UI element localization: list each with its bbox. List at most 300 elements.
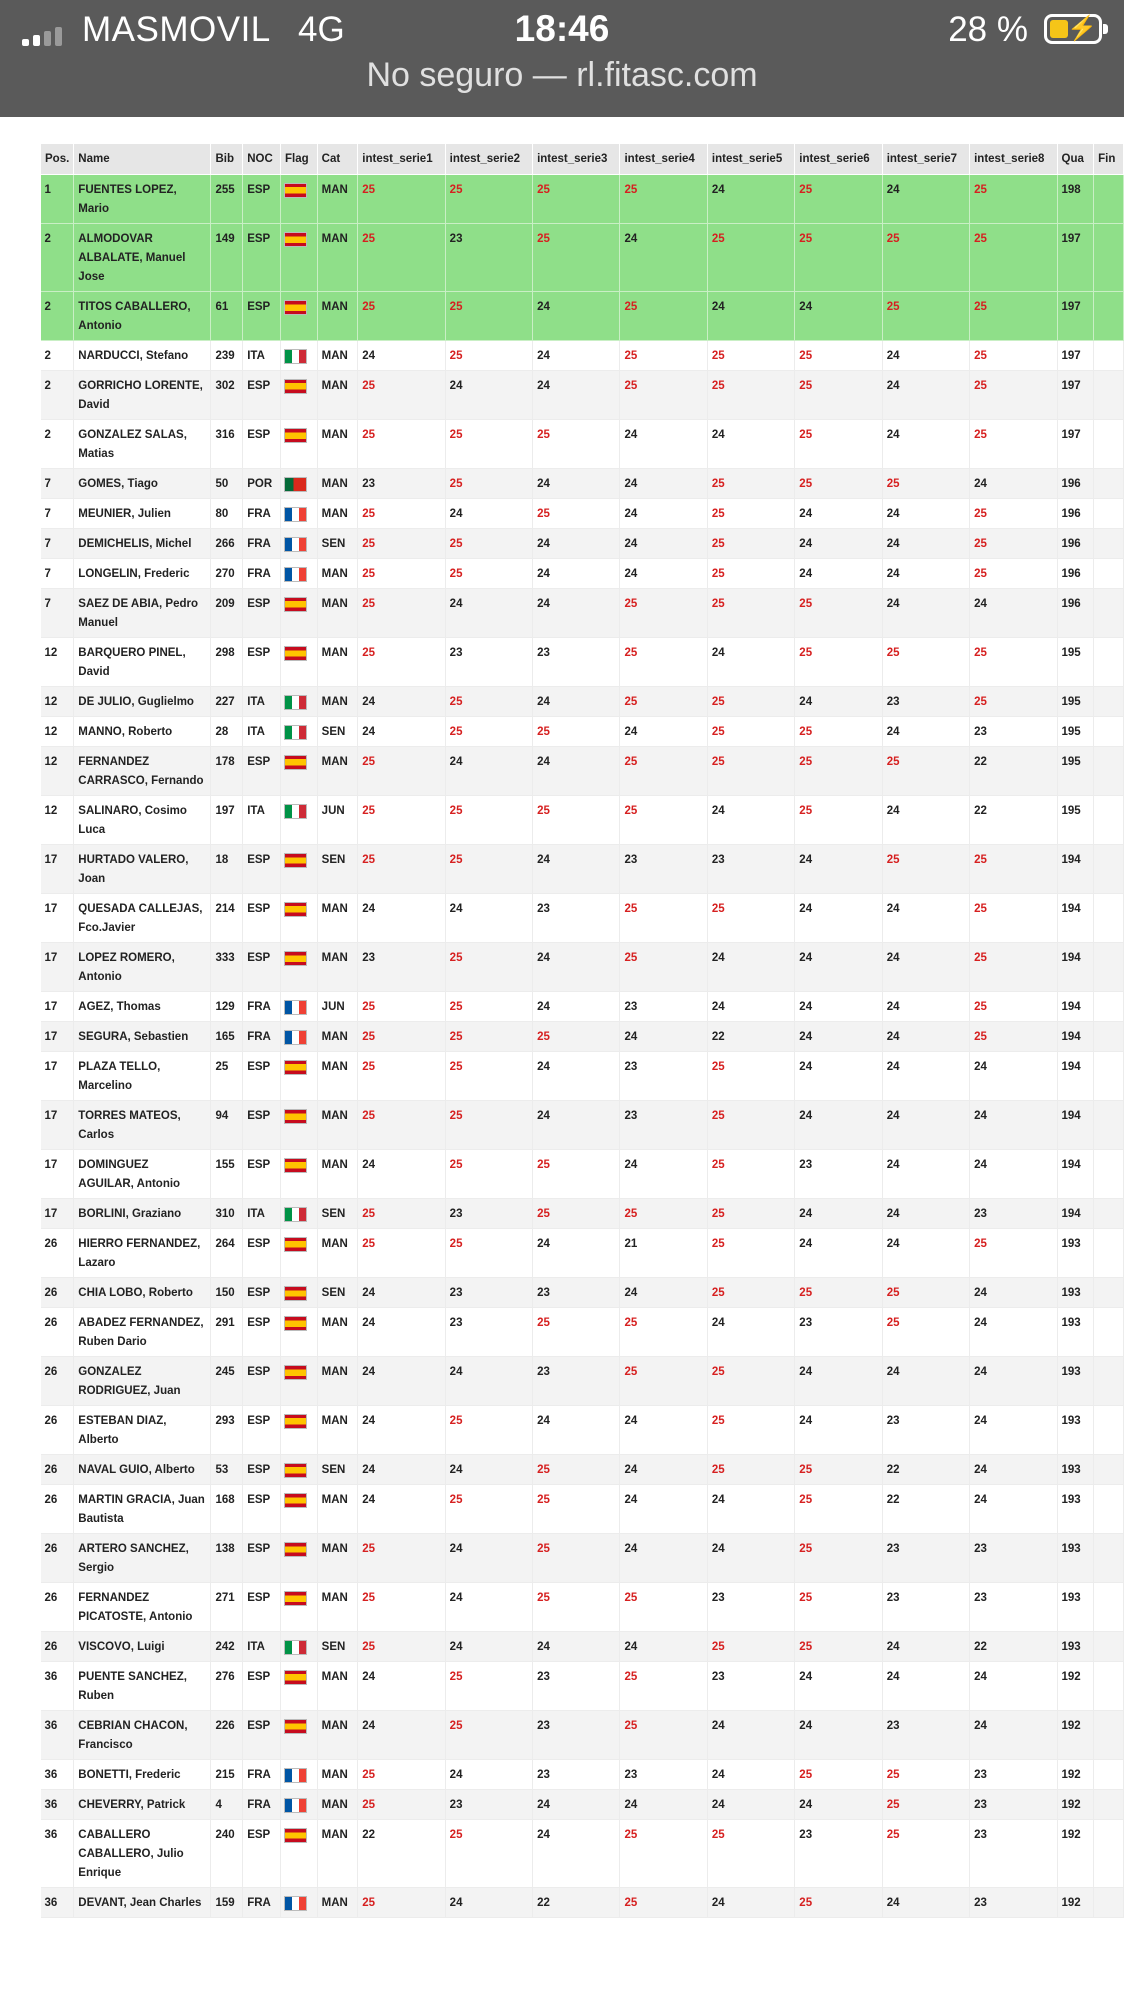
series-score-cell: 24 [882, 1888, 969, 1918]
bib-cell: 298 [211, 638, 243, 687]
qualification-total-cell: 197 [1057, 224, 1094, 292]
flag-cell [280, 529, 317, 559]
flag-esp-icon [285, 429, 306, 442]
table-row[interactable] [41, 292, 1124, 341]
bib-cell: 215 [211, 1760, 243, 1790]
table-row[interactable] [41, 687, 1124, 717]
table-row[interactable] [41, 175, 1124, 224]
series-score-cell: 24 [620, 1790, 707, 1820]
network-type: 4G [298, 10, 345, 49]
series-score-cell: 25 [358, 589, 445, 638]
bib-cell: 18 [211, 845, 243, 894]
series-score-cell: 25 [533, 175, 620, 224]
final-cell [1094, 1150, 1124, 1199]
position-cell: 17 [41, 943, 74, 992]
noc-cell: ESP [243, 175, 281, 224]
series-score-cell: 25 [970, 687, 1057, 717]
name-cell: GONZALEZ RODRIGUEZ, Juan [74, 1357, 211, 1406]
category-cell: MAN [317, 292, 358, 341]
final-cell [1094, 717, 1124, 747]
series-score-cell: 24 [707, 1711, 794, 1760]
name-cell: BONETTI, Frederic [74, 1760, 211, 1790]
series-score-cell: 22 [882, 1455, 969, 1485]
series-score-cell: 24 [882, 1022, 969, 1052]
series-score-cell: 23 [707, 1583, 794, 1632]
series-score-cell: 25 [620, 1820, 707, 1888]
series-score-cell: 23 [882, 1406, 969, 1455]
flag-fra-icon [285, 1769, 306, 1782]
noc-cell: ESP [243, 1711, 281, 1760]
table-row[interactable] [41, 1820, 1124, 1888]
noc-cell: ITA [243, 687, 281, 717]
final-cell [1094, 1485, 1124, 1534]
table-row[interactable] [41, 894, 1124, 943]
position-cell: 12 [41, 796, 74, 845]
series-score-cell: 25 [445, 943, 532, 992]
column-header[interactable]: Pos. [41, 144, 74, 175]
category-cell: MAN [317, 1101, 358, 1150]
qualification-total-cell: 197 [1057, 341, 1094, 371]
series-score-cell: 24 [882, 341, 969, 371]
final-cell [1094, 894, 1124, 943]
flag-cell [280, 1760, 317, 1790]
flag-cell [280, 371, 317, 420]
series-score-cell: 25 [707, 1406, 794, 1455]
position-cell: 26 [41, 1455, 74, 1485]
series-score-cell: 25 [533, 1022, 620, 1052]
series-score-cell: 23 [620, 845, 707, 894]
category-cell: MAN [317, 943, 358, 992]
series-score-cell: 24 [882, 943, 969, 992]
series-score-cell: 25 [707, 469, 794, 499]
series-score-cell: 25 [445, 845, 532, 894]
qualification-total-cell: 196 [1057, 529, 1094, 559]
series-score-cell: 25 [533, 1583, 620, 1632]
series-score-cell: 25 [620, 1583, 707, 1632]
table-row[interactable] [41, 747, 1124, 796]
category-cell: MAN [317, 589, 358, 638]
final-cell [1094, 1632, 1124, 1662]
bib-cell: 316 [211, 420, 243, 469]
series-score-cell: 24 [707, 175, 794, 224]
series-score-cell: 24 [445, 1632, 532, 1662]
series-score-cell: 25 [445, 469, 532, 499]
bib-cell: 94 [211, 1101, 243, 1150]
series-score-cell: 25 [620, 747, 707, 796]
category-cell: MAN [317, 559, 358, 589]
series-score-cell: 23 [882, 1583, 969, 1632]
flag-cell [280, 292, 317, 341]
series-score-cell: 25 [358, 1534, 445, 1583]
series-score-cell: 25 [795, 1760, 882, 1790]
flag-esp-icon [285, 1317, 306, 1330]
flag-esp-icon [285, 1287, 306, 1300]
series-score-cell: 25 [882, 292, 969, 341]
table-row[interactable] [41, 1760, 1124, 1790]
series-score-cell: 24 [795, 1199, 882, 1229]
series-score-cell: 24 [707, 420, 794, 469]
series-score-cell: 23 [445, 638, 532, 687]
table-row[interactable] [41, 341, 1124, 371]
noc-cell: ESP [243, 1150, 281, 1199]
table-row[interactable] [41, 1534, 1124, 1583]
series-score-cell: 23 [795, 1150, 882, 1199]
series-score-cell: 24 [445, 1357, 532, 1406]
series-score-cell: 22 [970, 796, 1057, 845]
series-score-cell: 25 [620, 687, 707, 717]
table-body [41, 175, 1124, 1918]
flag-fra-icon [285, 1799, 306, 1812]
series-score-cell: 21 [620, 1229, 707, 1278]
series-score-cell: 25 [533, 1455, 620, 1485]
qualification-total-cell: 193 [1057, 1583, 1094, 1632]
table-row[interactable] [41, 1583, 1124, 1632]
table-row[interactable] [41, 529, 1124, 559]
position-cell: 7 [41, 469, 74, 499]
table-row[interactable] [41, 992, 1124, 1022]
table-row[interactable] [41, 1052, 1124, 1101]
series-score-cell: 24 [358, 894, 445, 943]
qualification-total-cell: 194 [1057, 894, 1094, 943]
series-score-cell: 25 [970, 175, 1057, 224]
final-cell [1094, 1406, 1124, 1455]
final-cell [1094, 1101, 1124, 1150]
series-score-cell: 24 [795, 943, 882, 992]
series-score-cell: 25 [707, 687, 794, 717]
series-score-cell: 25 [445, 1406, 532, 1455]
column-header[interactable]: Cat [317, 144, 358, 175]
series-score-cell: 25 [445, 341, 532, 371]
flag-ita-icon [285, 350, 306, 363]
column-header[interactable]: Qua [1057, 144, 1094, 175]
bib-cell: 209 [211, 589, 243, 638]
flag-cell [280, 687, 317, 717]
table-row[interactable] [41, 943, 1124, 992]
flag-esp-icon [285, 1671, 306, 1684]
final-cell [1094, 747, 1124, 796]
series-score-cell: 24 [882, 1199, 969, 1229]
table-row[interactable] [41, 1485, 1124, 1534]
final-cell [1094, 1820, 1124, 1888]
bib-cell: 28 [211, 717, 243, 747]
series-score-cell: 25 [620, 1199, 707, 1229]
position-cell: 2 [41, 341, 74, 371]
series-score-cell: 23 [795, 1308, 882, 1357]
series-score-cell: 25 [970, 499, 1057, 529]
series-score-cell: 23 [707, 1662, 794, 1711]
flag-cell [280, 1632, 317, 1662]
name-cell: DE JULIO, Guglielmo [74, 687, 211, 717]
series-score-cell: 25 [445, 1485, 532, 1534]
series-score-cell: 25 [795, 796, 882, 845]
noc-cell: ESP [243, 1534, 281, 1583]
series-score-cell: 22 [970, 747, 1057, 796]
series-score-cell: 25 [707, 1820, 794, 1888]
series-score-cell: 24 [795, 845, 882, 894]
column-header[interactable]: intest_serie3 [533, 144, 620, 175]
name-cell: MARTIN GRACIA, Juan Bautista [74, 1485, 211, 1534]
series-score-cell: 24 [970, 1278, 1057, 1308]
series-score-cell: 24 [795, 1052, 882, 1101]
flag-cell [280, 1308, 317, 1357]
name-cell: ESTEBAN DIAZ, Alberto [74, 1406, 211, 1455]
category-cell: MAN [317, 1711, 358, 1760]
bib-cell: 227 [211, 687, 243, 717]
column-header[interactable]: intest_serie6 [795, 144, 882, 175]
series-score-cell: 25 [795, 371, 882, 420]
category-cell: MAN [317, 747, 358, 796]
series-score-cell: 25 [970, 341, 1057, 371]
table-row[interactable] [41, 1357, 1124, 1406]
flag-esp-icon [285, 1061, 306, 1074]
series-score-cell: 23 [970, 717, 1057, 747]
noc-cell: ESP [243, 845, 281, 894]
position-cell: 17 [41, 1101, 74, 1150]
final-cell [1094, 845, 1124, 894]
final-cell [1094, 559, 1124, 589]
table-row[interactable] [41, 1632, 1124, 1662]
series-score-cell: 24 [970, 1662, 1057, 1711]
column-header[interactable]: intest_serie7 [882, 144, 969, 175]
series-score-cell: 24 [358, 1278, 445, 1308]
noc-cell: ESP [243, 1455, 281, 1485]
table-row[interactable] [41, 1199, 1124, 1229]
position-cell: 12 [41, 717, 74, 747]
series-score-cell: 25 [445, 175, 532, 224]
table-row[interactable] [41, 1101, 1124, 1150]
series-score-cell: 24 [620, 1150, 707, 1199]
url-bar[interactable]: No seguro — rl.fitasc.com [366, 56, 758, 94]
table-row[interactable] [41, 1406, 1124, 1455]
series-score-cell: 23 [707, 845, 794, 894]
name-cell: FERNANDEZ PICATOSTE, Antonio [74, 1583, 211, 1632]
position-cell: 17 [41, 1022, 74, 1052]
table-row[interactable] [41, 1229, 1124, 1278]
series-score-cell: 24 [882, 175, 969, 224]
final-cell [1094, 1022, 1124, 1052]
series-score-cell: 23 [970, 1760, 1057, 1790]
series-score-cell: 25 [358, 796, 445, 845]
flag-esp-icon [285, 647, 306, 660]
series-score-cell: 24 [533, 992, 620, 1022]
final-cell [1094, 175, 1124, 224]
series-score-cell: 24 [882, 992, 969, 1022]
final-cell [1094, 420, 1124, 469]
series-score-cell: 24 [620, 420, 707, 469]
column-header[interactable]: Fin [1094, 144, 1124, 175]
series-score-cell: 23 [970, 1820, 1057, 1888]
table-row[interactable] [41, 796, 1124, 845]
column-header[interactable]: intest_serie4 [620, 144, 707, 175]
category-cell: MAN [317, 894, 358, 943]
series-score-cell: 24 [358, 1662, 445, 1711]
series-score-cell: 25 [533, 420, 620, 469]
series-score-cell: 23 [533, 1760, 620, 1790]
table-row[interactable] [41, 371, 1124, 420]
series-score-cell: 24 [445, 1760, 532, 1790]
table-row[interactable] [41, 1888, 1124, 1918]
flag-cell [280, 1199, 317, 1229]
category-cell: SEN [317, 845, 358, 894]
final-cell [1094, 1455, 1124, 1485]
table-row[interactable] [41, 469, 1124, 499]
series-score-cell: 24 [707, 1790, 794, 1820]
flag-ita-icon [285, 805, 306, 818]
name-cell: BORLINI, Graziano [74, 1199, 211, 1229]
position-cell: 36 [41, 1711, 74, 1760]
series-score-cell: 24 [533, 371, 620, 420]
final-cell [1094, 943, 1124, 992]
name-cell: ABADEZ FERNANDEZ, Ruben Dario [74, 1308, 211, 1357]
column-header[interactable]: Bib [211, 144, 243, 175]
series-score-cell: 25 [620, 1357, 707, 1406]
series-score-cell: 24 [533, 1790, 620, 1820]
noc-cell: ITA [243, 1632, 281, 1662]
column-header[interactable]: intest_serie5 [707, 144, 794, 175]
series-score-cell: 24 [882, 1101, 969, 1150]
series-score-cell: 24 [970, 1485, 1057, 1534]
series-score-cell: 25 [882, 1790, 969, 1820]
name-cell: ARTERO SANCHEZ, Sergio [74, 1534, 211, 1583]
table-row[interactable] [41, 1711, 1124, 1760]
qualification-total-cell: 193 [1057, 1406, 1094, 1455]
qualification-total-cell: 197 [1057, 292, 1094, 341]
series-score-cell: 24 [533, 687, 620, 717]
position-cell: 17 [41, 894, 74, 943]
flag-esp-icon [285, 1415, 306, 1428]
series-score-cell: 24 [358, 1485, 445, 1534]
name-cell: CABALLERO CABALLERO, Julio Enrique [74, 1820, 211, 1888]
final-cell [1094, 638, 1124, 687]
series-score-cell: 24 [795, 992, 882, 1022]
series-score-cell: 24 [533, 1820, 620, 1888]
final-cell [1094, 1790, 1124, 1820]
table-row[interactable] [41, 1455, 1124, 1485]
table-row[interactable] [41, 589, 1124, 638]
noc-cell: ESP [243, 1820, 281, 1888]
name-cell: MEUNIER, Julien [74, 499, 211, 529]
flag-esp-icon [285, 1464, 306, 1477]
series-score-cell: 25 [882, 469, 969, 499]
flag-esp-icon [285, 952, 306, 965]
flag-cell [280, 224, 317, 292]
series-score-cell: 25 [358, 499, 445, 529]
name-cell: NARDUCCI, Stefano [74, 341, 211, 371]
table-row[interactable] [41, 1022, 1124, 1052]
final-cell [1094, 1052, 1124, 1101]
column-header[interactable]: intest_serie2 [445, 144, 532, 175]
series-score-cell: 25 [358, 638, 445, 687]
series-score-cell: 25 [358, 292, 445, 341]
series-score-cell: 23 [533, 1278, 620, 1308]
qualification-total-cell: 194 [1057, 943, 1094, 992]
table-row[interactable] [41, 224, 1124, 292]
table-row[interactable] [41, 559, 1124, 589]
noc-cell: ESP [243, 420, 281, 469]
series-score-cell: 25 [970, 1022, 1057, 1052]
series-score-cell: 25 [358, 175, 445, 224]
flag-ita-icon [285, 1208, 306, 1221]
noc-cell: ESP [243, 1229, 281, 1278]
category-cell: MAN [317, 1229, 358, 1278]
series-score-cell: 25 [620, 1662, 707, 1711]
name-cell: MANNO, Roberto [74, 717, 211, 747]
series-score-cell: 25 [533, 1150, 620, 1199]
battery-percentage: 28 % [948, 10, 1028, 49]
flag-ita-icon [285, 1641, 306, 1654]
series-score-cell: 25 [358, 1888, 445, 1918]
flag-cell [280, 1101, 317, 1150]
name-cell: HIERRO FERNANDEZ, Lazaro [74, 1229, 211, 1278]
series-score-cell: 25 [445, 717, 532, 747]
table-row[interactable] [41, 638, 1124, 687]
series-score-cell: 24 [445, 747, 532, 796]
final-cell [1094, 1888, 1124, 1918]
final-cell [1094, 1229, 1124, 1278]
qualification-total-cell: 198 [1057, 175, 1094, 224]
series-score-cell: 25 [445, 1052, 532, 1101]
name-cell: SALINARO, Cosimo Luca [74, 796, 211, 845]
series-score-cell: 24 [882, 1052, 969, 1101]
table-row[interactable] [41, 420, 1124, 469]
category-cell: MAN [317, 341, 358, 371]
flag-esp-icon [285, 184, 306, 197]
table-row[interactable] [41, 1662, 1124, 1711]
series-score-cell: 24 [882, 559, 969, 589]
column-header[interactable]: intest_serie1 [358, 144, 445, 175]
table-row[interactable] [41, 1278, 1124, 1308]
bib-cell: 155 [211, 1150, 243, 1199]
final-cell [1094, 224, 1124, 292]
name-cell: FERNANDEZ CARRASCO, Fernando [74, 747, 211, 796]
qualification-total-cell: 196 [1057, 589, 1094, 638]
column-header[interactable]: Name [74, 144, 211, 175]
column-header[interactable]: NOC [243, 144, 281, 175]
bib-cell: 242 [211, 1632, 243, 1662]
position-cell: 12 [41, 638, 74, 687]
column-header[interactable]: Flag [280, 144, 317, 175]
table-row[interactable] [41, 499, 1124, 529]
qualification-total-cell: 192 [1057, 1760, 1094, 1790]
bib-cell: 291 [211, 1308, 243, 1357]
table-row[interactable] [41, 717, 1124, 747]
series-score-cell: 24 [707, 638, 794, 687]
series-score-cell: 25 [795, 1632, 882, 1662]
series-score-cell: 25 [970, 943, 1057, 992]
flag-cell [280, 1052, 317, 1101]
final-cell [1094, 1534, 1124, 1583]
series-score-cell: 25 [445, 1150, 532, 1199]
table-row[interactable] [41, 845, 1124, 894]
series-score-cell: 25 [882, 638, 969, 687]
bib-cell: 270 [211, 559, 243, 589]
qualification-total-cell: 192 [1057, 1888, 1094, 1918]
flag-cell [280, 1278, 317, 1308]
series-score-cell: 24 [795, 529, 882, 559]
table-row[interactable] [41, 1790, 1124, 1820]
series-score-cell: 24 [882, 796, 969, 845]
column-header[interactable]: intest_serie8 [970, 144, 1057, 175]
name-cell: SAEZ DE ABIA, Pedro Manuel [74, 589, 211, 638]
series-score-cell: 25 [533, 717, 620, 747]
series-score-cell: 25 [358, 224, 445, 292]
table-row[interactable] [41, 1150, 1124, 1199]
position-cell: 26 [41, 1229, 74, 1278]
name-cell: VISCOVO, Luigi [74, 1632, 211, 1662]
flag-esp-icon [285, 1592, 306, 1605]
table-row[interactable] [41, 1308, 1124, 1357]
position-cell: 26 [41, 1308, 74, 1357]
